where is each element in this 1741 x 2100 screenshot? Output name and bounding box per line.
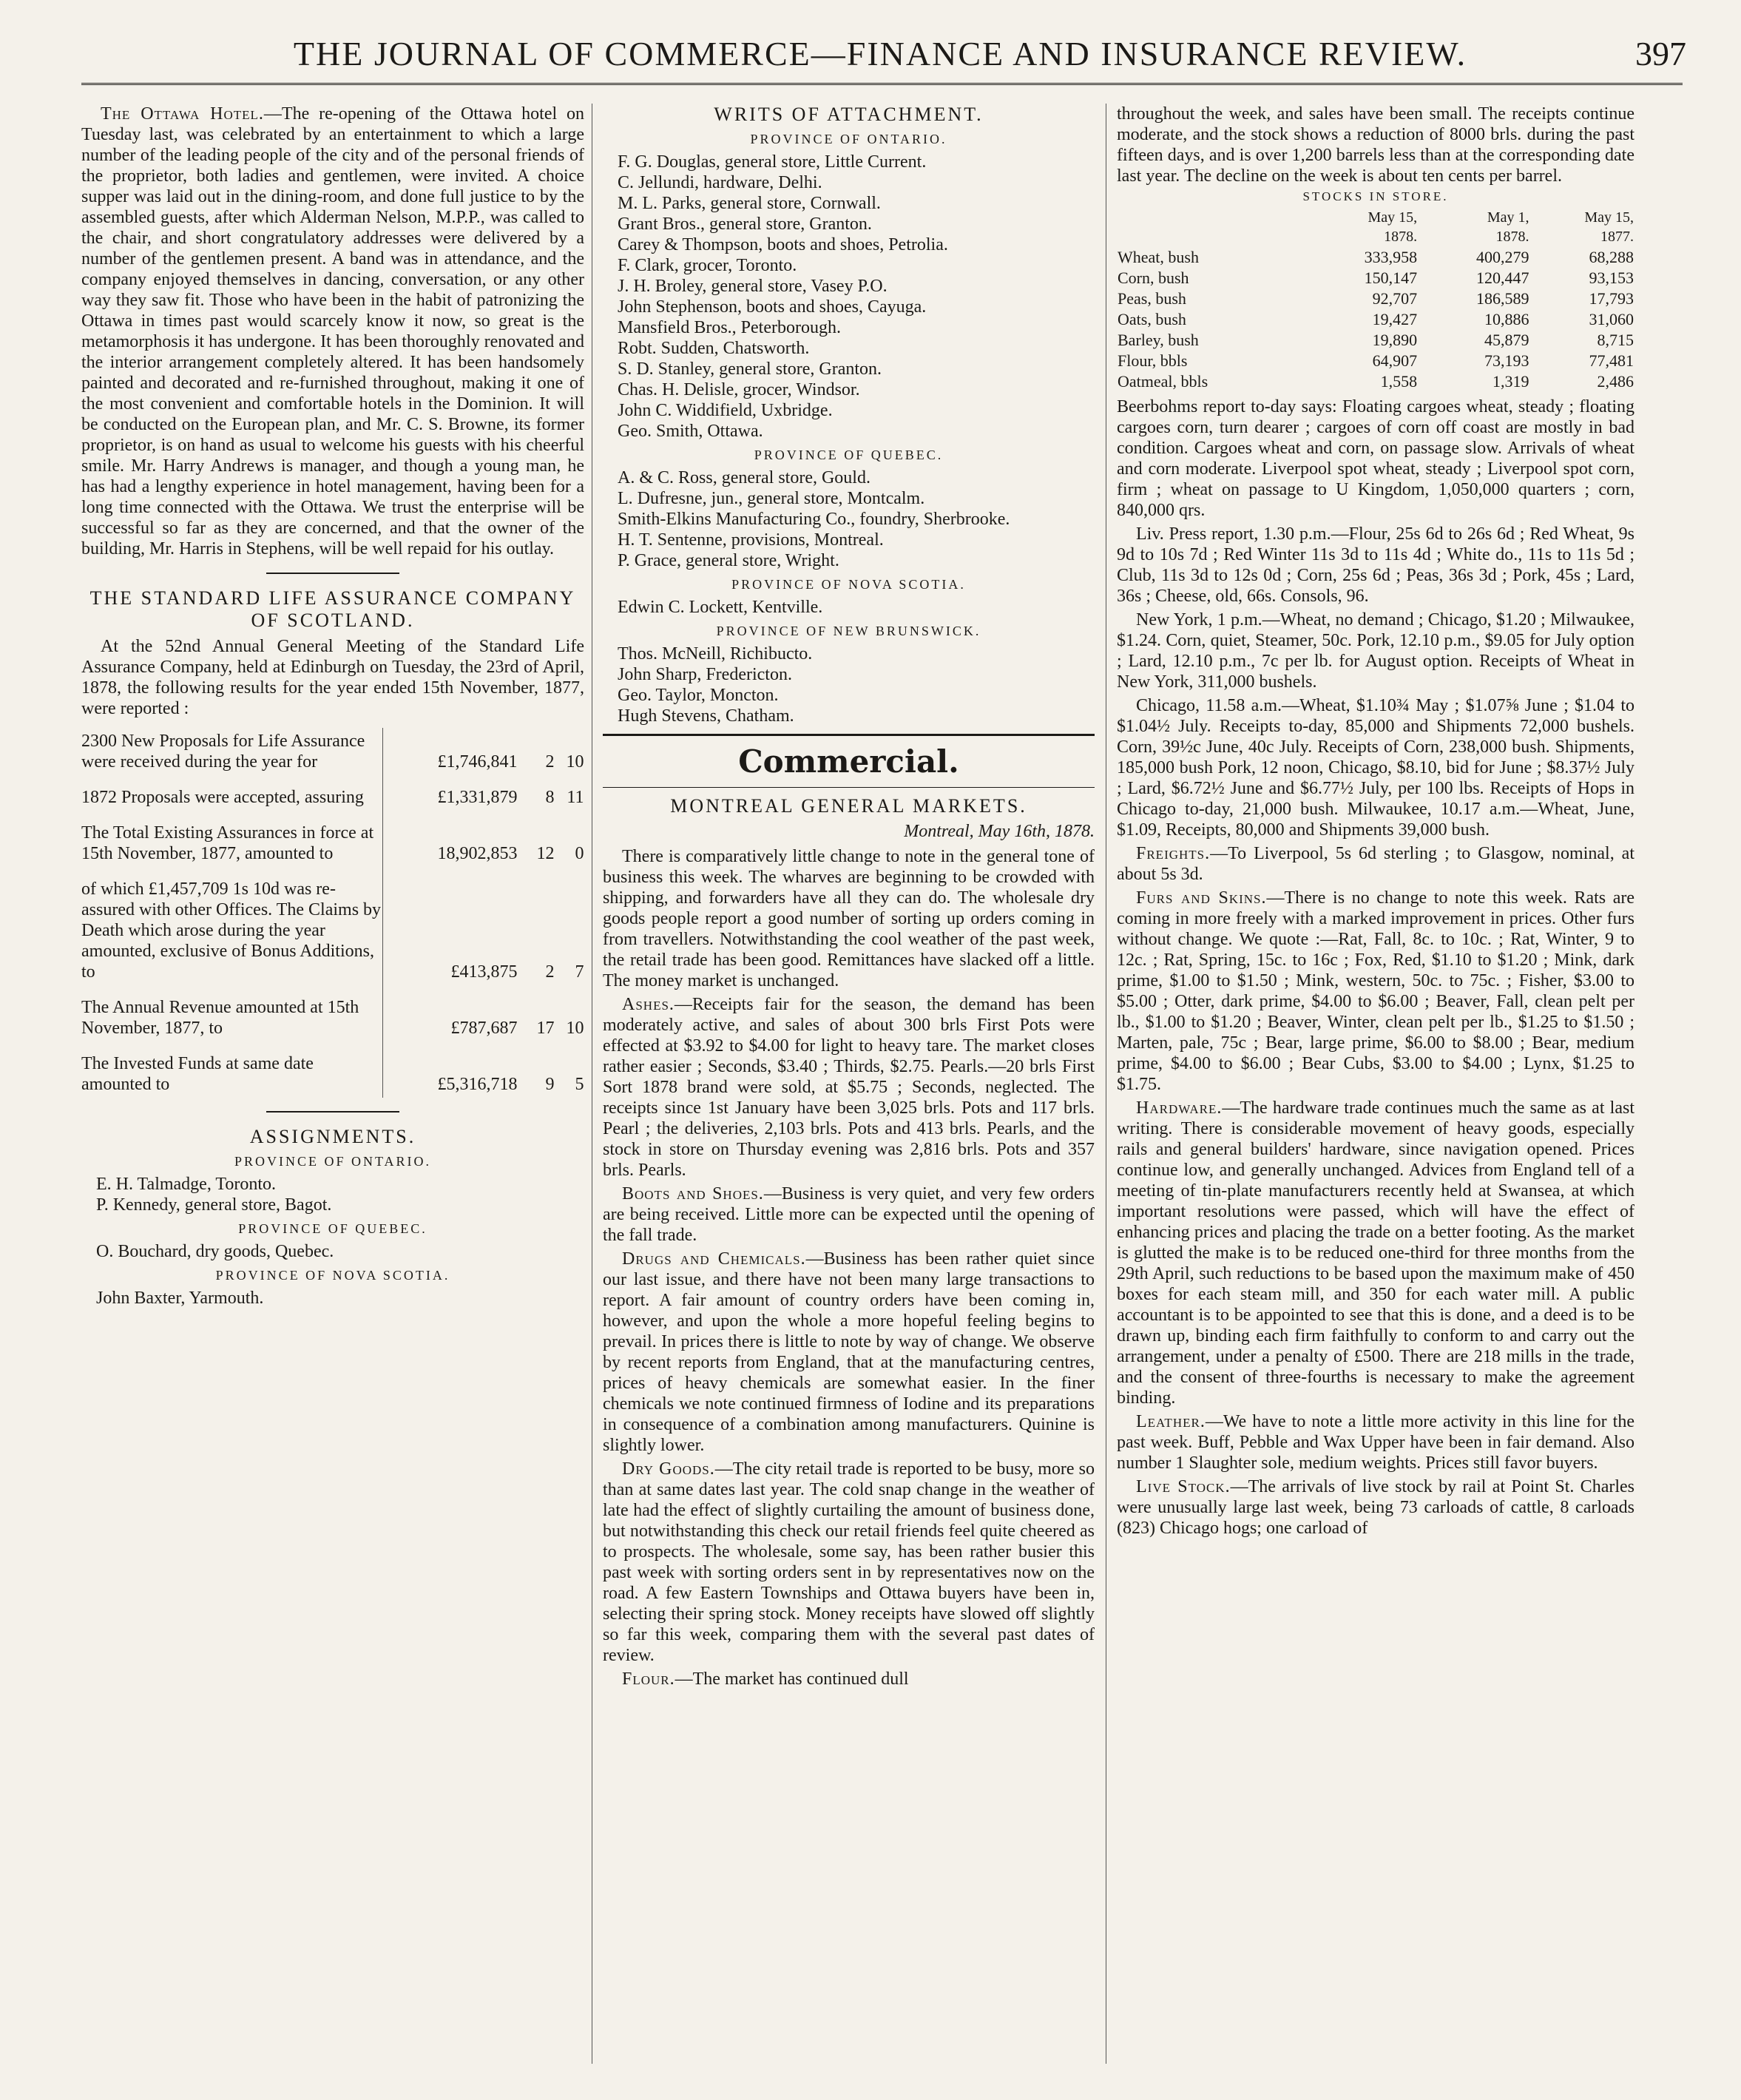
list-item: H. T. Sentenne, provisions, Montreal. (618, 530, 884, 550)
assignments-quebec-list (81, 1241, 584, 1262)
row-amount: £5,316,718 (383, 1041, 525, 1098)
paragraph-lead: Hardware. (1136, 1098, 1223, 1118)
header-cell: May 15, 1878. (1368, 209, 1418, 245)
flour-paragraph (603, 1669, 1095, 1689)
row-amount: £413,875 (383, 867, 525, 985)
list-item: John Baxter, Yarmouth. (96, 1289, 264, 1308)
standard-life-intro: At the 52nd Annual General Meeting of the Standard Life Assurance Company, held at Edinburgh on Tuesday, the 23rd of April, 1878, the following results for the year ended 15th November, 1877, were reported : (81, 637, 584, 718)
paragraph-lead: Freights. (1136, 844, 1211, 863)
row-shillings: 17 (536, 1019, 555, 1038)
table-row (81, 775, 584, 811)
paragraph-lead: Flour. (622, 1669, 675, 1689)
row-label: of which £1,457,709 1s 10d was re-assured with other Offices. The Claims by Death which arose during the year amounted, exclusive of Bonus Additions, to (81, 879, 382, 982)
list-item: Hugh Stevens, Chatham. (618, 706, 794, 726)
list-item: Chas. H. Delisle, grocer, Windsor. (618, 380, 860, 399)
dateline: Montreal, May 16th, 1878. (904, 822, 1095, 841)
province-label: PROVINCE OF NEW BRUNSWICK. (716, 624, 981, 638)
paragraph-lead: Drugs and Chemicals. (622, 1249, 806, 1269)
ashes-paragraph (603, 994, 1095, 1181)
furs-paragraph (1117, 888, 1634, 1095)
province-label: PROVINCE OF QUEBEC. (754, 448, 944, 462)
table-row (81, 811, 584, 867)
markets-intro: There is comparatively little change to note in the general tone of business this week. The wharves are beginning to be crowded with shipping, and forwarders have all they can do. The wholesale dry goods people report a good number of sorting up orders coming in from travellers. Notwithstanding the cool weather of the past week, the retail trade has been good. Remittances have slacked off a little. The money market is unchanged. (603, 847, 1095, 990)
paragraph-body: —The hardware trade continues much the same as at last writing. There is considerable movement of heavy goods, especially rails and general builders' hardware, since navigation opened. Prices continue low, and generally unchanged. Advices from England tell of a meeting of tin-plate manufacturers recently held at Swansea, at which important resolutions were passed, which will have the effect of enhancing prices and placing the trade on a better footing. As the market is glutted the make is to be reduced one-third for three months from the 29th April, such reductions to be based upon the maximum make of 450 boxes for each steam mill, and 350 for each water mill. A public accountant is to be appointed to see that this is done, and a deed is to be drawn up, binding each firm faithfully to conform to and carry out the arrangement, under a penalty of £500. There are 218 mills in the trade, and the consent of three-fourths is necessary to make the agreement binding. (1117, 1098, 1634, 1408)
live-stock-paragraph (1117, 1476, 1634, 1539)
list-item: John Sharp, Fredericton. (618, 665, 792, 684)
standard-life-results-table (81, 728, 584, 1098)
header-cell: May 1, 1878. (1487, 209, 1529, 245)
table-row: Wheat, bush 333,958 400,279 68,288 (1118, 248, 1634, 266)
list-item: Grant Bros., general store, Granton. (618, 215, 872, 234)
masthead-rule (81, 83, 1683, 85)
paragraph-lead: Dry Goods. (622, 1459, 715, 1479)
list-item: Robt. Sudden, Chatsworth. (618, 339, 810, 358)
list-item: Geo. Taylor, Moncton. (618, 686, 779, 705)
row-shillings: 8 (545, 788, 555, 807)
province-label: PROVINCE OF ONTARIO. (750, 132, 947, 146)
paragraph-lead: Furs and Skins. (1136, 888, 1267, 908)
province-label: PROVINCE OF NOVA SCOTIA. (215, 1268, 450, 1283)
list-item: Mansfield Bros., Peterborough. (618, 318, 841, 337)
list-item: Edwin C. Lockett, Kentville. (618, 598, 823, 617)
province-label: PROVINCE OF NOVA SCOTIA. (731, 577, 966, 592)
commercial-heading: Commercial. (738, 743, 959, 780)
paragraph-body: —We have to note a little more activity in this line for the past week. Buff, Pebble and Wax Upper have been in fair demand. Also number 1 Slaughter sole, medium weights. Prices still favor buyers. (1117, 1412, 1634, 1473)
row-amount: £787,687 (383, 985, 525, 1041)
column-1 (81, 104, 584, 2086)
liverpool-report: Liv. Press report, 1.30 p.m.—Flour, 25s 6d to 26s 6d ; Red Wheat, 9s 9d to 10s 7d ; Red Winter 11s 3d to 11s 4d ; White do., 11s to 11s 5d ; Club, 11s 3d to 12s 0d ; Corn, 25s 6d ; Peas, 36s 3d ; Pork, 45s ; Lard, 36s ; Cheese, old, 66s. Consols, 96. (1117, 524, 1634, 606)
column-2 (603, 104, 1095, 2086)
row-label: The Invested Funds at same date amounted to (81, 1054, 314, 1094)
list-item: John Stephenson, boots and shoes, Cayuga. (618, 297, 927, 317)
article-body: —The re-opening of the Ottawa hotel on Tuesday last, was celebrated by an entertainment to which a large number of the leading people of the city and of the personal friends of the proprietor, both ladies and gentlemen, were invited. A choice supper was laid out in the dining-room, and done full justice to by the assembled guests, after which Alderman Nelson, M.P.P., was called to the chair, and short congratulatory addresses were delivered by a number of the gentlemen present. A band was in attendance, and the company enjoyed themselves in dancing, conversation, or any other way they saw fit. Those who have been in the habit of patronizing the Ottawa in times past would scarcely know it now, so great is the metamorphosis it has undergone. It has been thoroughly renovated and the interior arrangement completely altered. It has been handsomely painted and decorated and re-furnished throughout, making it one of the most convenient and comfortable hotels in the Dominion. It will be conducted on the European plan, and Mr. C. S. Browne, its former proprietor, is on hand as usual to welcome his guests with his cheerful smile. Mr. Harry Andrews is manager, and though a young man, he has had a lengthy experience in hotel management, having been for a long time connected with the Ottawa. We trust the enterprise will be successful so far as they are concerned, and that the owner of the building, Mr. Harris in Stephens, will be well repaid for his outlay. (81, 104, 584, 558)
list-item: S. D. Stanley, general store, Granton. (618, 359, 882, 379)
table-header-row (1117, 207, 1634, 247)
section-rule (603, 734, 1095, 736)
page-number: 397 (1635, 35, 1686, 72)
paragraph-lead: Leather. (1136, 1412, 1206, 1431)
assignments-nova-scotia-list (81, 1288, 584, 1309)
drugs-paragraph (603, 1249, 1095, 1456)
table-row (81, 985, 584, 1041)
boots-paragraph (603, 1184, 1095, 1246)
province-label: PROVINCE OF QUEBEC. (238, 1221, 427, 1236)
table-row: Corn, bush 150,147 120,447 93,153 (1118, 269, 1634, 287)
new-york-report: New York, 1 p.m.—Wheat, no demand ; Chicago, $1.20 ; Milwaukee, $1.24. Corn, quiet, Steamer, 50c. Pork, 12.10 p.m., $9.05 for July option ; Lard, 12.10 p.m., 7c per lb. for August option. Receipts of Wheat in New York, 311,000 bushels. (1117, 610, 1634, 692)
writs-nova-scotia-list (603, 597, 1095, 618)
list-item: O. Bouchard, dry goods, Quebec. (96, 1242, 334, 1261)
ottawa-hotel-article (81, 104, 584, 559)
row-label: 1872 Proposals were accepted, assuring (81, 788, 364, 807)
list-item: L. Dufresne, jun., general store, Montcalm. (618, 489, 925, 508)
row-label: The Annual Revenue amounted at 15th November, 1877, to (81, 998, 359, 1038)
article-lead: The Ottawa Hotel. (101, 104, 264, 124)
list-item: A. & C. Ross, general store, Gould. (618, 468, 870, 487)
masthead (74, 30, 1686, 81)
row-shillings: 2 (545, 752, 555, 772)
row-pence: 0 (575, 844, 584, 863)
row-amount: £1,746,841 (383, 728, 525, 775)
paragraph-body: —Business is very quiet, and very few orders are being received. Little more can be expected until the opening of the fall trade. (603, 1184, 1095, 1245)
header-cell (1117, 207, 1306, 247)
row-amount: 18,902,853 (383, 811, 525, 867)
row-shillings: 12 (536, 844, 555, 863)
list-item: Geo. Smith, Ottawa. (618, 422, 763, 441)
section-rule (266, 1111, 399, 1113)
list-item: J. H. Broley, general store, Vasey P.O. (618, 277, 888, 296)
paragraph-body: —There is no change to note this week. Rats are coming in more freely with a marked improvement in prices. Other furs without change. We quote :—Rat, Fall, 8c. to 10c. ; Rat, Winter, 9 to 12c. ; Rat, Spring, 15c. to 16c ; Fox, Red, $1.10 to $1.20 ; Mink, dark prime, $1.00 to $1.50 ; Mink, western, 50c. to 75c. ; Fisher, $3.00 to $5.00 ; Otter, dark prime, $4.00 to $6.00 ; Beaver, Fall, clean pelt per lb., $1.00 to $1.20 ; Beaver, Winter, clean pelt per lb., $1.25 to $1.50 ; Marten, pale, 75c ; Bear, large prime, $6.00 to $8.00 ; Bear, medium prime, $4.00 to $6.00 ; Bear Cubs, $3.00 to $4.00 ; Lynx, $1.25 to $1.75. (1117, 888, 1634, 1094)
paragraph-body: —Receipts fair for the season, the demand has been moderately active, and sales of about 300 brls First Pots were effected at $3.92 to $4.00 for light to heavy tare. The market closes rather easier ; Seconds, $3.40 ; Thirds, $2.75. Pearls.—20 brls First Sort 1878 brand were sold, at $5.75 ; Seconds, neglected. The receipts since 1st January have been 3,025 brls. Pots and 117 brls. Pearl ; the deliveries, 2,103 brls. Pots and 413 brls. Pearls, and the stock in store on Thursday evening was 2,816 brls. Pots and 357 brls. Pearls. (603, 995, 1095, 1180)
paragraph-lead: Ashes. (622, 995, 675, 1014)
row-pence: 11 (567, 788, 584, 807)
list-item: P. Kennedy, general store, Bagot. (96, 1195, 332, 1215)
beerbohm-report: Beerbohms report to-day says: Floating cargoes wheat, steady ; floating cargoes corn, turn dearer ; cargoes of corn off coast are mostly in bad condition. Cargoes wheat and corn, on passage slow. Arrivals of wheat and corn moderate. Liverpool spot wheat, steady ; Liverpool spot corn, firm ; wheat on passage to U Kingdom, 1,050,000 quarters ; corn, 840,000 qrs. (1117, 397, 1634, 520)
writs-heading: WRITS OF ATTACHMENT. (714, 104, 984, 125)
row-amount: £1,331,879 (383, 775, 525, 811)
list-item: F. Clark, grocer, Toronto. (618, 256, 797, 275)
table-row: Flour, bbls 64,907 73,193 77,481 (1118, 351, 1634, 370)
stocks-heading: STOCKS IN STORE. (1302, 189, 1449, 203)
freights-paragraph (1117, 843, 1634, 885)
chicago-report: Chicago, 11.58 a.m.—Wheat, $1.10¾ May ; $1.07⅝ June ; $1.04 to $1.04½ July. Receipts to-day, 85,000 and Shipments 72,000 bushels. Corn, 39½c June, 40c July. Receipts of Corn, 238,000 bush. Shipments, 185,000 bush Pork, 12 noon, Chicago, $8.10, bid for June ; $8.37½ July ; Lard, $6.72½ June and $6.77½ July, per 100 lbs. Receipts of Hops in Chicago to-day, 21,000 bush. Milwaukee, 10.17 a.m.—Wheat, June, $1.09, Receipts, 80,000 and Shipments 39,000 bush. (1117, 696, 1634, 840)
writs-quebec-list (603, 467, 1095, 571)
writs-new-brunswick-list (603, 644, 1095, 726)
list-item: John C. Widdifield, Uxbridge. (618, 401, 833, 420)
table-row: Peas, bush 92,707 186,589 17,793 (1118, 289, 1634, 308)
paragraph-body: —The arrivals of live stock by rail at Point St. Charles were unusually large last week, being 73 carloads of cattle, 8 carloads (823) Chicago hogs; one carload of (1117, 1477, 1634, 1538)
paragraph-body: —The market has continued dull (675, 1669, 909, 1689)
paragraph-lead: Live Stock. (1136, 1477, 1231, 1496)
table-row: Barley, bush 19,890 45,879 8,715 (1118, 331, 1634, 349)
dry-goods-paragraph (603, 1459, 1095, 1666)
row-pence: 5 (575, 1075, 584, 1094)
list-item: Carey & Thompson, boots and shoes, Petrolia. (618, 235, 948, 254)
flour-continued: throughout the week, and sales have been small. The receipts continue moderate, and the stock shows a reduction of 8000 brls. during the past fifteen days, and is over 1,200 barrels less than at the corresponding date last year. The decline on the week is about ten cents per barrel. (1117, 104, 1634, 186)
list-item: Thos. McNeill, Richibucto. (618, 644, 813, 664)
leather-paragraph (1117, 1411, 1634, 1473)
table-row: Oatmeal, bbls 1,558 1,319 2,486 (1118, 372, 1634, 391)
row-pence: 7 (575, 962, 584, 982)
table-row (81, 867, 584, 985)
list-item: Smith-Elkins Manufacturing Co., foundry, Sherbrooke. (618, 510, 1010, 529)
row-shillings: 9 (545, 1075, 555, 1094)
list-item: E. H. Talmadge, Toronto. (96, 1175, 277, 1194)
row-pence: 10 (566, 1019, 584, 1038)
column-3 (1117, 104, 1634, 2086)
paragraph-body: —To Liverpool, 5s 6d sterling ; to Glasgow, nominal, at about 5s 3d. (1117, 844, 1634, 884)
hardware-paragraph (1117, 1098, 1634, 1408)
table-row (81, 728, 584, 775)
paragraph-body: —Business has been rather quiet since our last issue, and there have not been many large transactions to report. A fair amount of country orders have been coming in, however, and upon the whole a more hopeful feeling begins to prevail. In prices there is little to note by way of change. We observe by recent reports from England, that at the manufacturing centres, prices of heavy chemicals are somewhat easier. In the finer chemicals we note continued firmness of Iodine and its preparations in consequence of a combination among manufacturers. Quinine is slightly lower. (603, 1249, 1095, 1455)
table-row (81, 1041, 584, 1098)
montreal-markets-heading: MONTREAL GENERAL MARKETS. (670, 795, 1027, 817)
list-item: M. L. Parks, general store, Cornwall. (618, 194, 881, 213)
writs-ontario-list (603, 152, 1095, 442)
row-shillings: 2 (545, 962, 555, 982)
paragraph-body: —The city retail trade is reported to be busy, more so than at same dates last year. The cold snap change in the weather of late had the effect of slightly curtailing the amount of business done, but notwithstanding this check our retail friends feel quite cheered as to prospects. The wholesale, some say, has been rather busier this past week with sorting orders sent in by representatives now on the road. A few Eastern Townships and Ottawa buyers have been in, selecting their spring stock. Money receipts have slowed off slightly so far this week, comparing them with the several past dates of review. (603, 1459, 1095, 1665)
paragraph-lead: Boots and Shoes. (622, 1184, 764, 1203)
assignments-heading: ASSIGNMENTS. (249, 1126, 416, 1147)
list-item: F. G. Douglas, general store, Little Current. (618, 152, 927, 172)
assignments-ontario-list (81, 1174, 584, 1215)
journal-title: THE JOURNAL OF COMMERCE—FINANCE AND INSURANCE REVIEW. (293, 35, 1467, 72)
table-row: Oats, bush 19,427 10,886 31,060 (1118, 310, 1634, 328)
standard-life-heading: THE STANDARD LIFE ASSURANCE COMPANY OF SCOTLAND. (89, 587, 576, 631)
header-cell: May 15, 1877. (1584, 209, 1634, 245)
province-label: PROVINCE OF ONTARIO. (234, 1154, 432, 1169)
row-label: The Total Existing Assurances in force at 15th November, 1877, amounted to (81, 823, 374, 863)
section-rule (603, 787, 1095, 788)
list-item: P. Grace, general store, Wright. (618, 551, 839, 570)
stocks-table (1117, 207, 1634, 392)
row-label: 2300 New Proposals for Life Assurance were received during the year for (81, 732, 365, 772)
section-rule (266, 573, 399, 574)
list-item: C. Jellundi, hardware, Delhi. (618, 173, 822, 192)
row-pence: 10 (566, 752, 584, 772)
